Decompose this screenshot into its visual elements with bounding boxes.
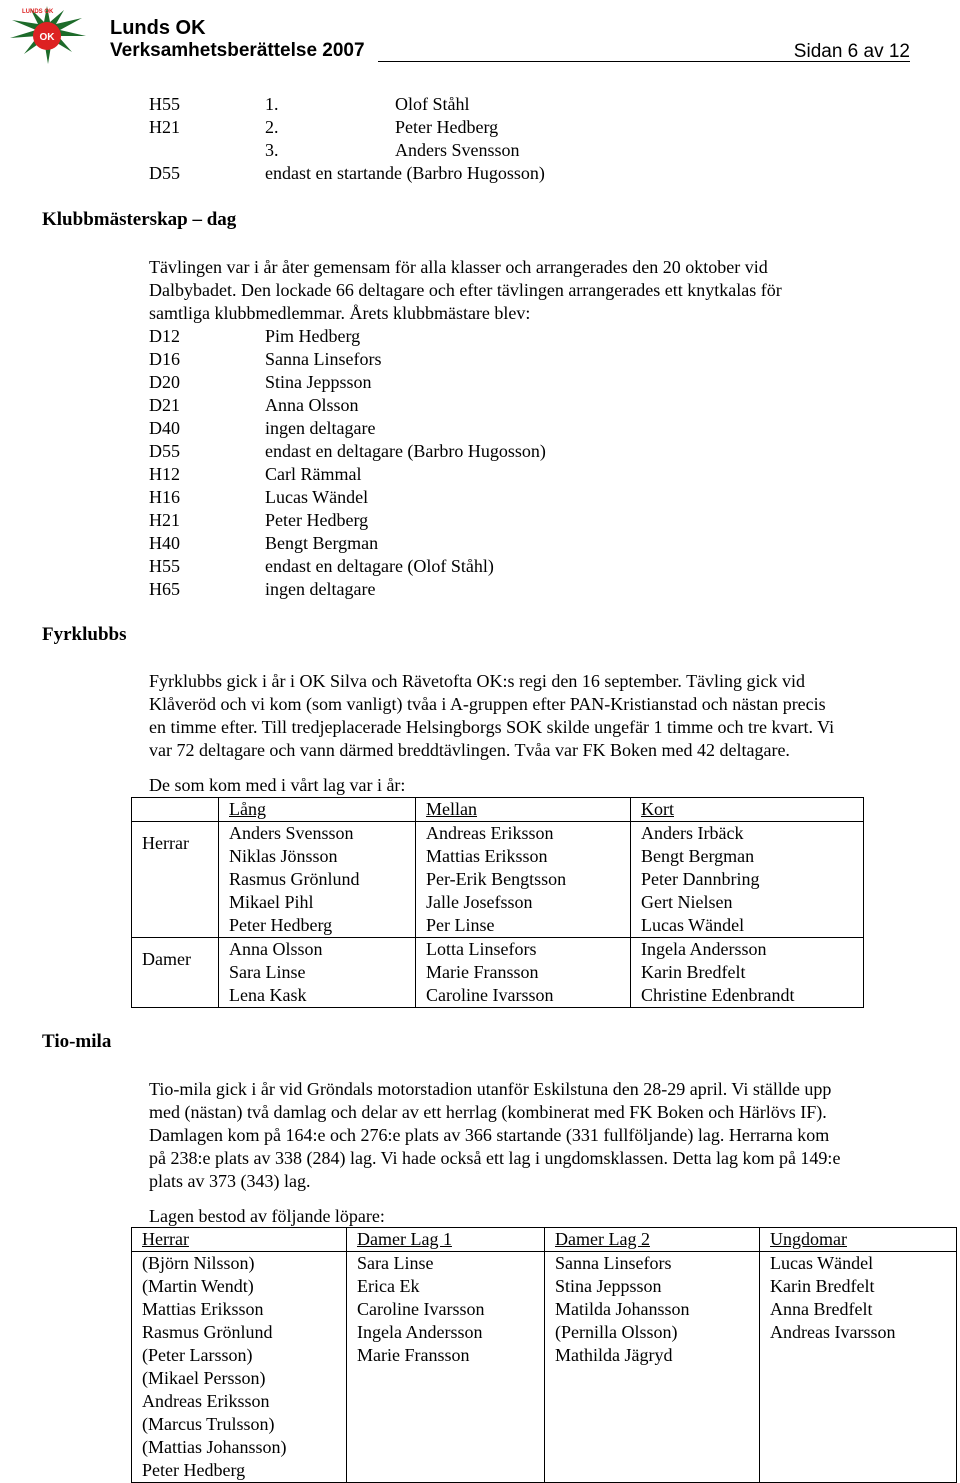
fyrklubbs-intro: De som kom med i vårt lag var i år: [149, 775, 406, 795]
klubb-paragraph [149, 256, 929, 325]
text-cell: en timme efter. Till tredjeplacerade Helsingborgs SOK skilde ungefär 1 timme och tre kvart. Vi [149, 717, 835, 737]
text-cell: Peter Hedberg [229, 915, 333, 935]
text-cell: H12 [149, 464, 180, 484]
text-cell: Sara Linse [357, 1253, 434, 1273]
text-cell: (Pernilla Olsson) [555, 1322, 678, 1342]
section-heading-fyrklubbs: Fyrklubbs [42, 624, 127, 645]
text-cell: Matilda Johansson [555, 1299, 690, 1319]
table-cell [631, 798, 864, 822]
table-cell [219, 822, 416, 938]
text-cell: Damer [142, 949, 191, 969]
report-title: Verksamhetsberättelse 2007 [110, 40, 365, 61]
text-cell: Lena Kask [229, 985, 307, 1005]
text-cell: Per-Erik Bengtsson [426, 869, 567, 889]
text-cell: D55 [149, 163, 180, 183]
logo-text: LUNDS OK [22, 9, 54, 15]
text-cell: Peter Hedberg [265, 510, 369, 530]
text-cell: 1. [265, 94, 279, 114]
text-cell: Fyrklubbs gick i år i OK Silva och Rävetofta OK:s regi den 16 september. Tävling gick vid [149, 671, 806, 691]
text-cell: Andreas Eriksson [142, 1391, 270, 1411]
text-cell: Andreas Ivarsson [770, 1322, 896, 1342]
table-cell [760, 1252, 957, 1483]
text-cell: 3. [265, 140, 279, 160]
text-cell: Marie Fransson [426, 962, 539, 982]
tiomila-team-table [131, 1227, 957, 1483]
text-cell: (Mikael Persson) [142, 1368, 266, 1388]
text-cell: Herrar [142, 1229, 189, 1249]
text-cell: plats av 373 (343) lag. [149, 1171, 311, 1191]
text-cell: Per Linse [426, 915, 495, 935]
text-cell: samtliga klubbmedlemmar. Årets klubbmästare blev: [149, 303, 531, 323]
text-cell: Erica Ek [357, 1276, 420, 1296]
text-cell: Mellan [426, 799, 477, 819]
text-cell: Christine Edenbrandt [641, 985, 795, 1005]
text-cell: D55 [149, 441, 180, 461]
table-cell [631, 822, 864, 938]
table-cell [416, 938, 631, 1008]
text-cell: Marie Fransson [357, 1345, 470, 1365]
text-cell: Ungdomar [770, 1229, 847, 1249]
table-header-row [132, 1228, 957, 1252]
text-cell: Mattias Eriksson [142, 1299, 264, 1319]
text-cell: Lucas Wändel [265, 487, 369, 507]
text-cell: Anna Bredfelt [770, 1299, 873, 1319]
text-cell: Sanna Linsefors [265, 349, 382, 369]
logo-badge: OK [39, 32, 55, 43]
text-cell: H55 [149, 94, 180, 114]
text-cell: endast en startande (Barbro Hugosson) [265, 163, 545, 183]
fyrklubbs-team-table [131, 797, 864, 1008]
text-cell: Peter Hedberg [142, 1460, 246, 1480]
text-cell: Anders Svensson [229, 823, 354, 843]
page-number: Sidan 6 av 12 [793, 41, 910, 62]
text-cell: 2. [265, 117, 279, 137]
text-cell: med (nästan) två damlag och delar av ett herrlag (kombinerat med FK Boken och Härlövs IF). [149, 1102, 827, 1122]
section-heading-tiomila: Tio-mila [42, 1031, 112, 1052]
text-cell: H16 [149, 487, 180, 507]
text-cell: ingen deltagare [265, 579, 376, 599]
text-cell: (Mattias Johansson) [142, 1437, 287, 1457]
text-cell: Dalbybadet. Den lockade 66 deltagare och efter tävlingen arrangerades ett knytkalas för [149, 280, 782, 300]
text-cell: Sanna Linsefors [555, 1253, 672, 1273]
text-cell: D16 [149, 349, 180, 369]
section-heading-klubb: Klubbmästerskap – dag [42, 209, 237, 230]
text-cell: Lotta Linsefors [426, 939, 537, 959]
text-cell: H65 [149, 579, 180, 599]
text-cell: Caroline Ivarsson [357, 1299, 485, 1319]
text-cell: Mikael Pihl [229, 892, 314, 912]
header-rule [378, 61, 910, 62]
table-cell [132, 1252, 347, 1483]
table-cell [631, 938, 864, 1008]
text-cell: Ingela Andersson [641, 939, 767, 959]
text-cell: Peter Dannbring [641, 869, 760, 889]
text-cell: D40 [149, 418, 180, 438]
fyrklubbs-paragraph [149, 670, 929, 762]
text-cell: ingen deltagare [265, 418, 376, 438]
text-cell: Karin Bredfelt [641, 962, 746, 982]
text-cell: Bengt Bergman [265, 533, 379, 553]
table-cell [219, 798, 416, 822]
text-cell: Carl Rämmal [265, 464, 362, 484]
text-cell: Mathilda Jägryd [555, 1345, 673, 1365]
text-cell: Anders Irbäck [641, 823, 744, 843]
text-cell: Lång [229, 799, 266, 819]
text-cell: D21 [149, 395, 180, 415]
text-cell: D12 [149, 326, 180, 346]
text-cell: Olof Ståhl [395, 94, 470, 114]
table-row [132, 822, 864, 938]
text-cell: Herrar [142, 833, 189, 853]
text-cell: Anna Olsson [265, 395, 359, 415]
text-cell: Jalle Josefsson [426, 892, 533, 912]
table-cell [760, 1228, 957, 1252]
text-cell: (Björn Nilsson) [142, 1253, 255, 1273]
text-cell: Sara Linse [229, 962, 306, 982]
tiomila-intro: Lagen bestod av följande löpare: [149, 1206, 385, 1226]
club-logo [6, 2, 88, 70]
text-cell: Peter Hedberg [395, 117, 499, 137]
tiomila-paragraph [149, 1078, 929, 1193]
text-cell: (Marcus Trulsson) [142, 1414, 275, 1434]
text-cell: H21 [149, 510, 180, 530]
text-cell: Anders Svensson [395, 140, 520, 160]
table-cell [545, 1228, 760, 1252]
text-cell: Tävlingen var i år åter gemensam för alla klasser och arrangerades den 20 oktober vid [149, 257, 768, 277]
table-cell [132, 798, 219, 822]
text-cell: endast en deltagare (Olof Ståhl) [265, 556, 494, 576]
table-row [132, 1252, 957, 1483]
table-cell [347, 1228, 545, 1252]
text-cell: Tio-mila gick i år vid Gröndals motorstadion utanför Eskilstuna den 28-29 april. Vi ställde upp [149, 1079, 832, 1099]
table-cell [416, 822, 631, 938]
text-cell: Klåveröd och vi kom (som vanligt) tvåa i A-gruppen efter PAN-Kristianstad och nästan precis [149, 694, 826, 714]
text-cell: (Peter Larsson) [142, 1345, 253, 1365]
text-cell: endast en deltagare (Barbro Hugosson) [265, 441, 546, 461]
text-cell: Ingela Andersson [357, 1322, 483, 1342]
text-cell: D20 [149, 372, 180, 392]
table-header-row [132, 798, 864, 822]
text-cell: Mattias Eriksson [426, 846, 548, 866]
club-name: Lunds OK [110, 17, 206, 39]
text-cell: Damer Lag 2 [555, 1229, 650, 1249]
text-cell: Andreas Eriksson [426, 823, 554, 843]
text-cell: Niklas Jönsson [229, 846, 338, 866]
text-cell: Damlagen kom på 164:e och 276:e plats av 366 startande (331 fullföljande) lag. Herrarna kom [149, 1125, 830, 1145]
text-cell: var 72 deltagare och vann därmed breddtävlingen. Tvåa var FK Boken med 42 deltagare. [149, 740, 790, 760]
table-cell [347, 1252, 545, 1483]
text-cell: Lucas Wändel [641, 915, 745, 935]
text-cell: H40 [149, 533, 180, 553]
text-cell: Caroline Ivarsson [426, 985, 554, 1005]
text-cell: H21 [149, 117, 180, 137]
text-cell: Stina Jeppsson [265, 372, 372, 392]
text-cell: Pim Hedberg [265, 326, 361, 346]
table-cell [545, 1252, 760, 1483]
table-cell [132, 822, 219, 938]
text-cell: på 238:e plats av 338 (284) lag. Vi hade också ett lag i ungdomsklassen. Detta lag kom på 149:e [149, 1148, 841, 1168]
text-cell: Kort [641, 799, 674, 819]
text-cell: Bengt Bergman [641, 846, 755, 866]
table-cell [416, 798, 631, 822]
text-cell: Karin Bredfelt [770, 1276, 875, 1296]
table-cell [219, 938, 416, 1008]
text-cell: (Martin Wendt) [142, 1276, 254, 1296]
text-cell: Damer Lag 1 [357, 1229, 452, 1249]
text-cell: H55 [149, 556, 180, 576]
text-cell: Rasmus Grönlund [142, 1322, 273, 1342]
text-cell: Rasmus Grönlund [229, 869, 360, 889]
table-cell [132, 938, 219, 1008]
text-cell: Anna Olsson [229, 939, 323, 959]
table-cell [132, 1228, 347, 1252]
text-cell: Gert Nielsen [641, 892, 733, 912]
text-cell: Lucas Wändel [770, 1253, 874, 1273]
text-cell: Stina Jeppsson [555, 1276, 662, 1296]
table-row [132, 938, 864, 1008]
